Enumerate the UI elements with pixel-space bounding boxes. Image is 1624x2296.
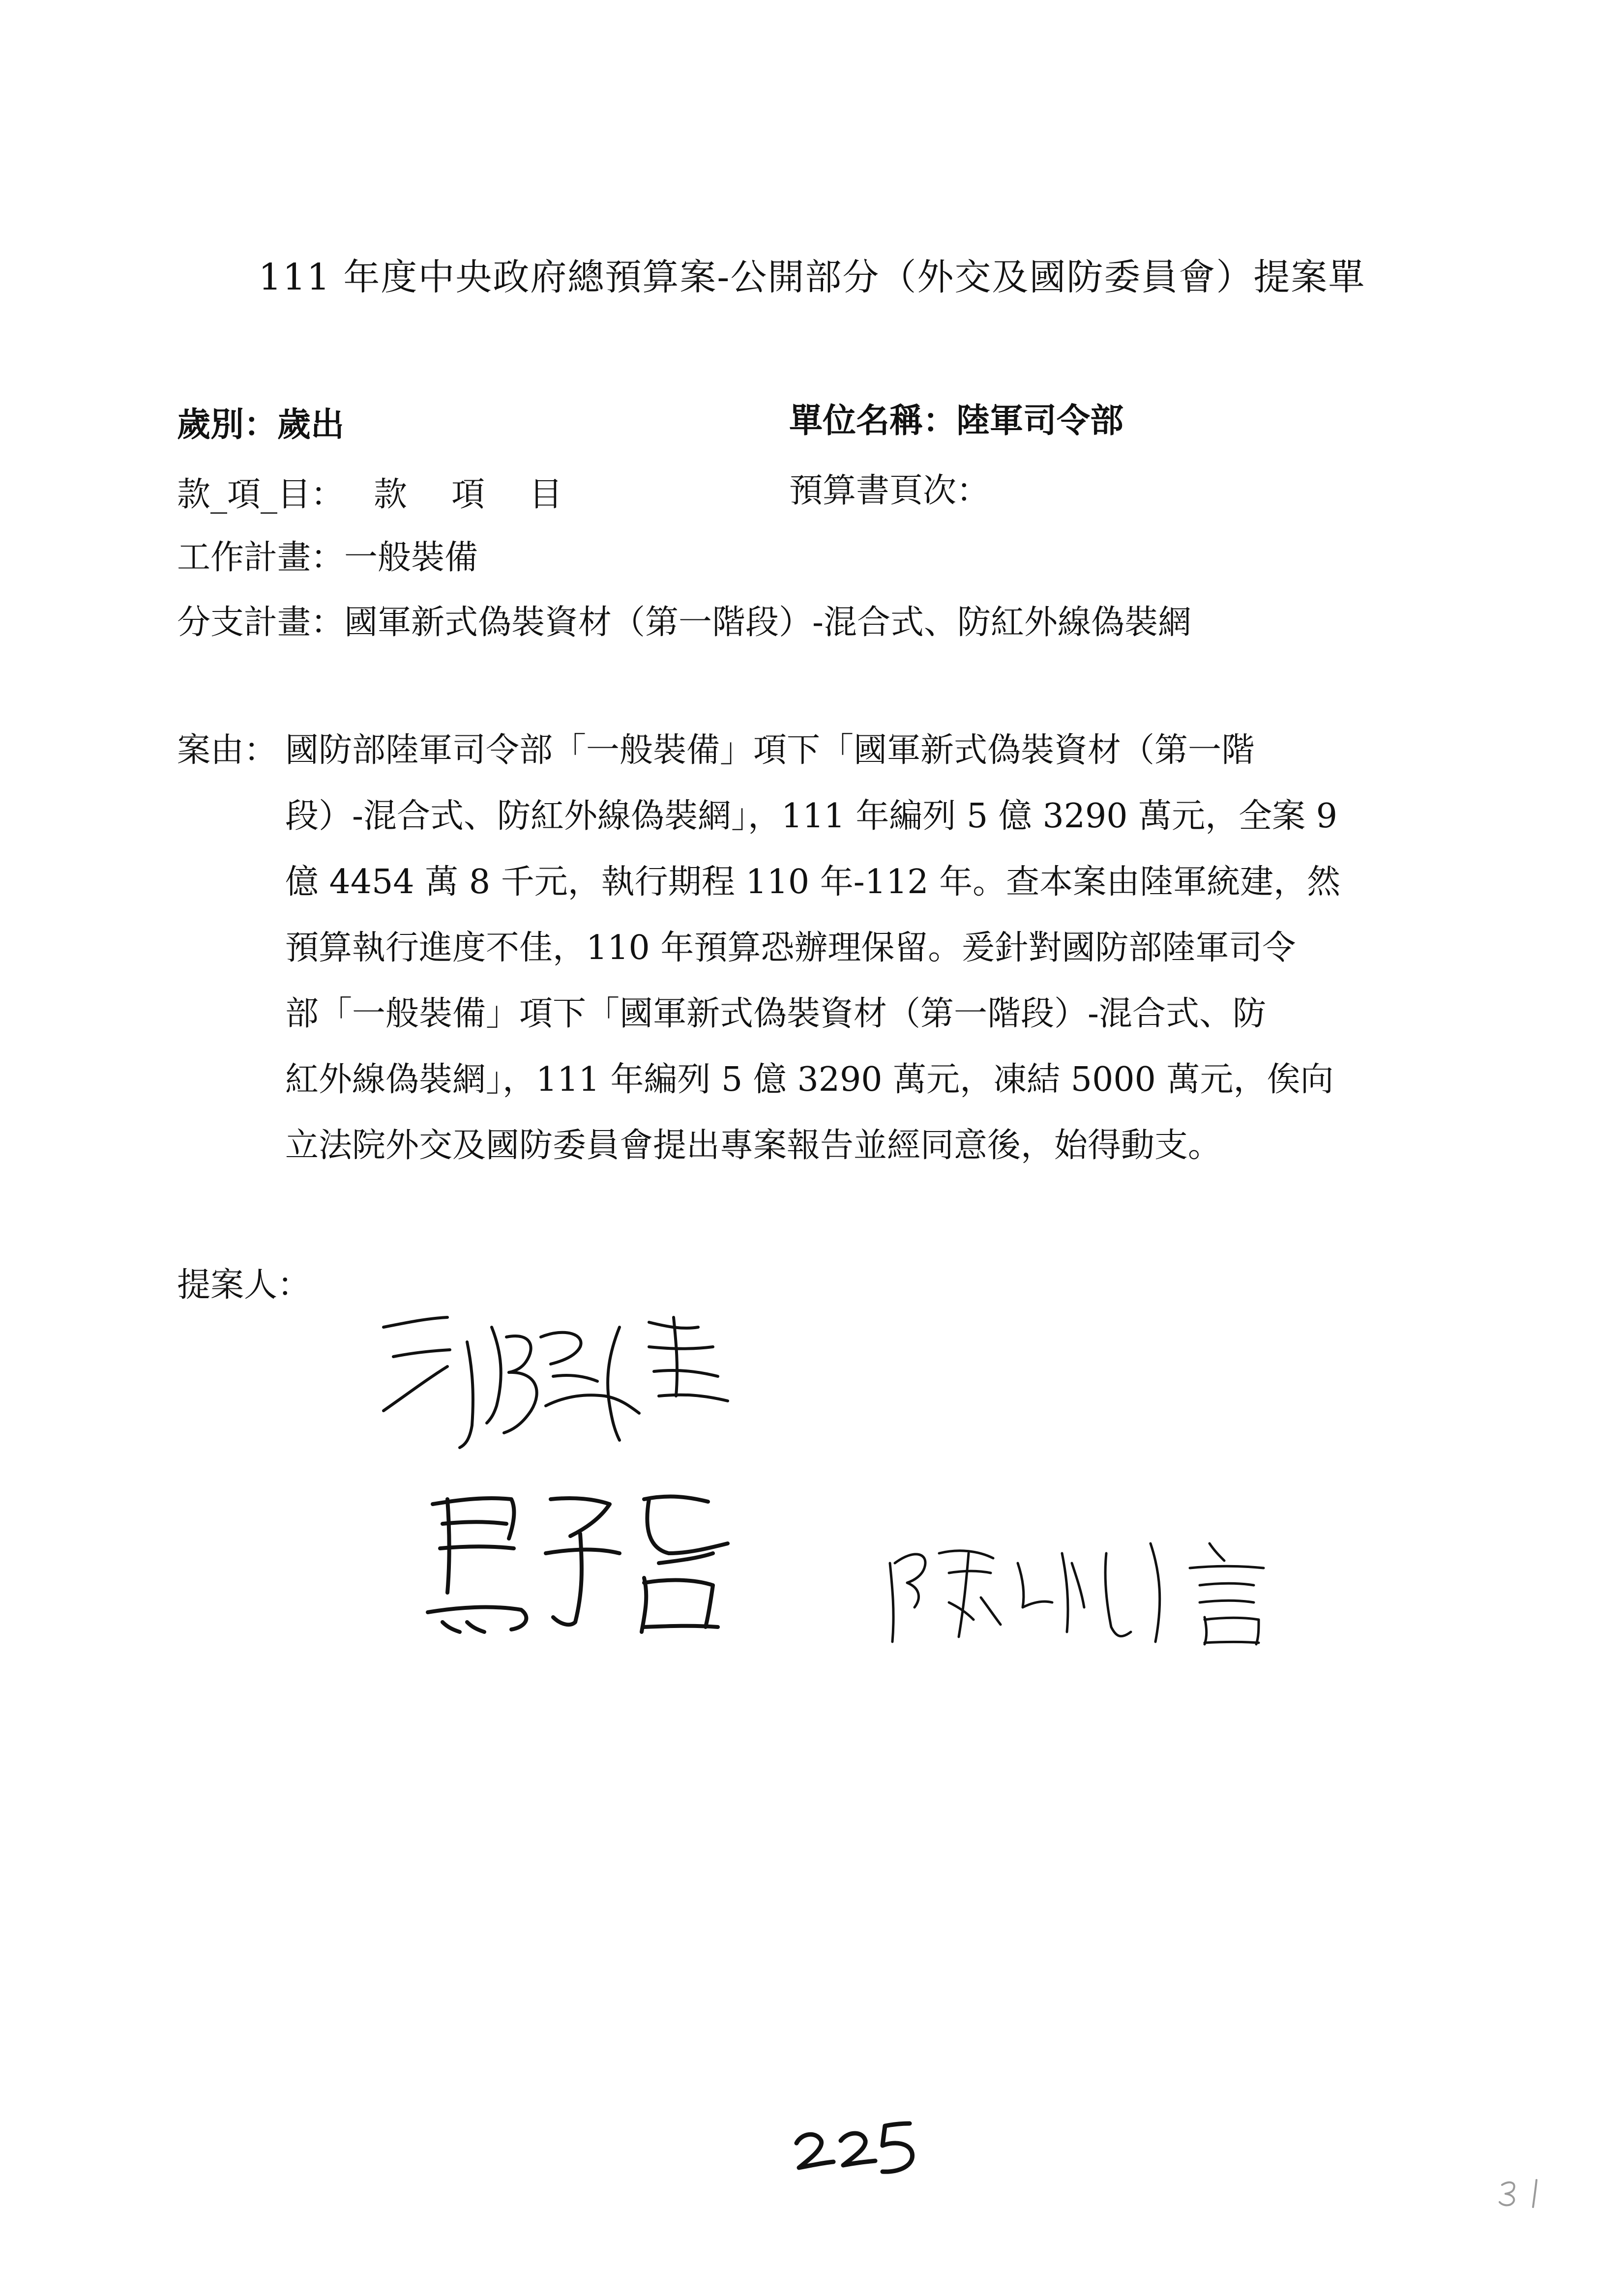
case-section — [177, 718, 1436, 1179]
case-line: 預算執行進度不佳，110 年預算恐辦理保留。爰針對國防部陸軍司令 — [285, 929, 1296, 967]
case-line: 段）-混合式、防紅外線偽裝網」，111 年編列 5 億 3290 萬元，全案 9 — [285, 797, 1338, 836]
handwritten-page-number — [787, 2104, 964, 2182]
case-line: 立法院外交及國防委員會提出專案報告並經同意後，始得動支。 — [285, 1126, 1222, 1165]
unit-field — [789, 394, 1123, 442]
case-line: 國防部陸軍司令部「一般裝備」項下「國軍新式偽裝資材（第一階 — [285, 731, 1255, 770]
document-title: 111 年度中央政府總預算案-公開部分（外交及國防委員會）提案單 — [258, 256, 1366, 298]
category-field — [177, 398, 344, 446]
page-ref-field — [789, 464, 990, 512]
sub-plan-label: 分支計畫： — [177, 603, 345, 642]
category-value: 歲出 — [277, 405, 345, 444]
unit-label: 單位名稱： — [789, 401, 957, 440]
case-line: 億 4454 萬 8 千元，執行期程 110 年-112 年。查本案由陸軍統建，然 — [285, 863, 1341, 901]
signature-2 — [413, 1480, 767, 1647]
work-plan-field — [177, 531, 478, 579]
unit-value: 陸軍司令部 — [956, 401, 1124, 440]
case-line: 部「一般裝備」項下「國軍新式偽裝資材（第一階段）-混合式、防 — [285, 994, 1266, 1033]
signature-1 — [374, 1308, 806, 1470]
signature-3 — [875, 1534, 1308, 1652]
work-plan-value: 一般裝備 — [344, 538, 478, 577]
item-mu: 目 — [529, 475, 563, 514]
item-kuan: 款 — [374, 475, 408, 514]
case-label: 案由： — [177, 731, 278, 770]
item-field — [177, 468, 562, 516]
category-label: 歲別： — [177, 405, 278, 444]
corner-pencil-number — [1495, 2173, 1554, 2212]
item-label: 款_項_目： — [177, 475, 345, 514]
work-plan-label: 工作計畫： — [177, 538, 345, 577]
page-ref-label: 預算書頁次： — [789, 471, 990, 510]
sub-plan-value: 國軍新式偽裝資材（第一階段）-混合式、防紅外線偽裝網 — [344, 603, 1191, 642]
case-line: 紅外線偽裝網」，111 年編列 5 億 3290 萬元，凍結 5000 萬元，俟向 — [285, 1060, 1334, 1099]
sub-plan-field — [177, 596, 1191, 643]
proposer-label: 提案人： — [177, 1266, 311, 1305]
item-xiang: 項 — [451, 475, 485, 514]
